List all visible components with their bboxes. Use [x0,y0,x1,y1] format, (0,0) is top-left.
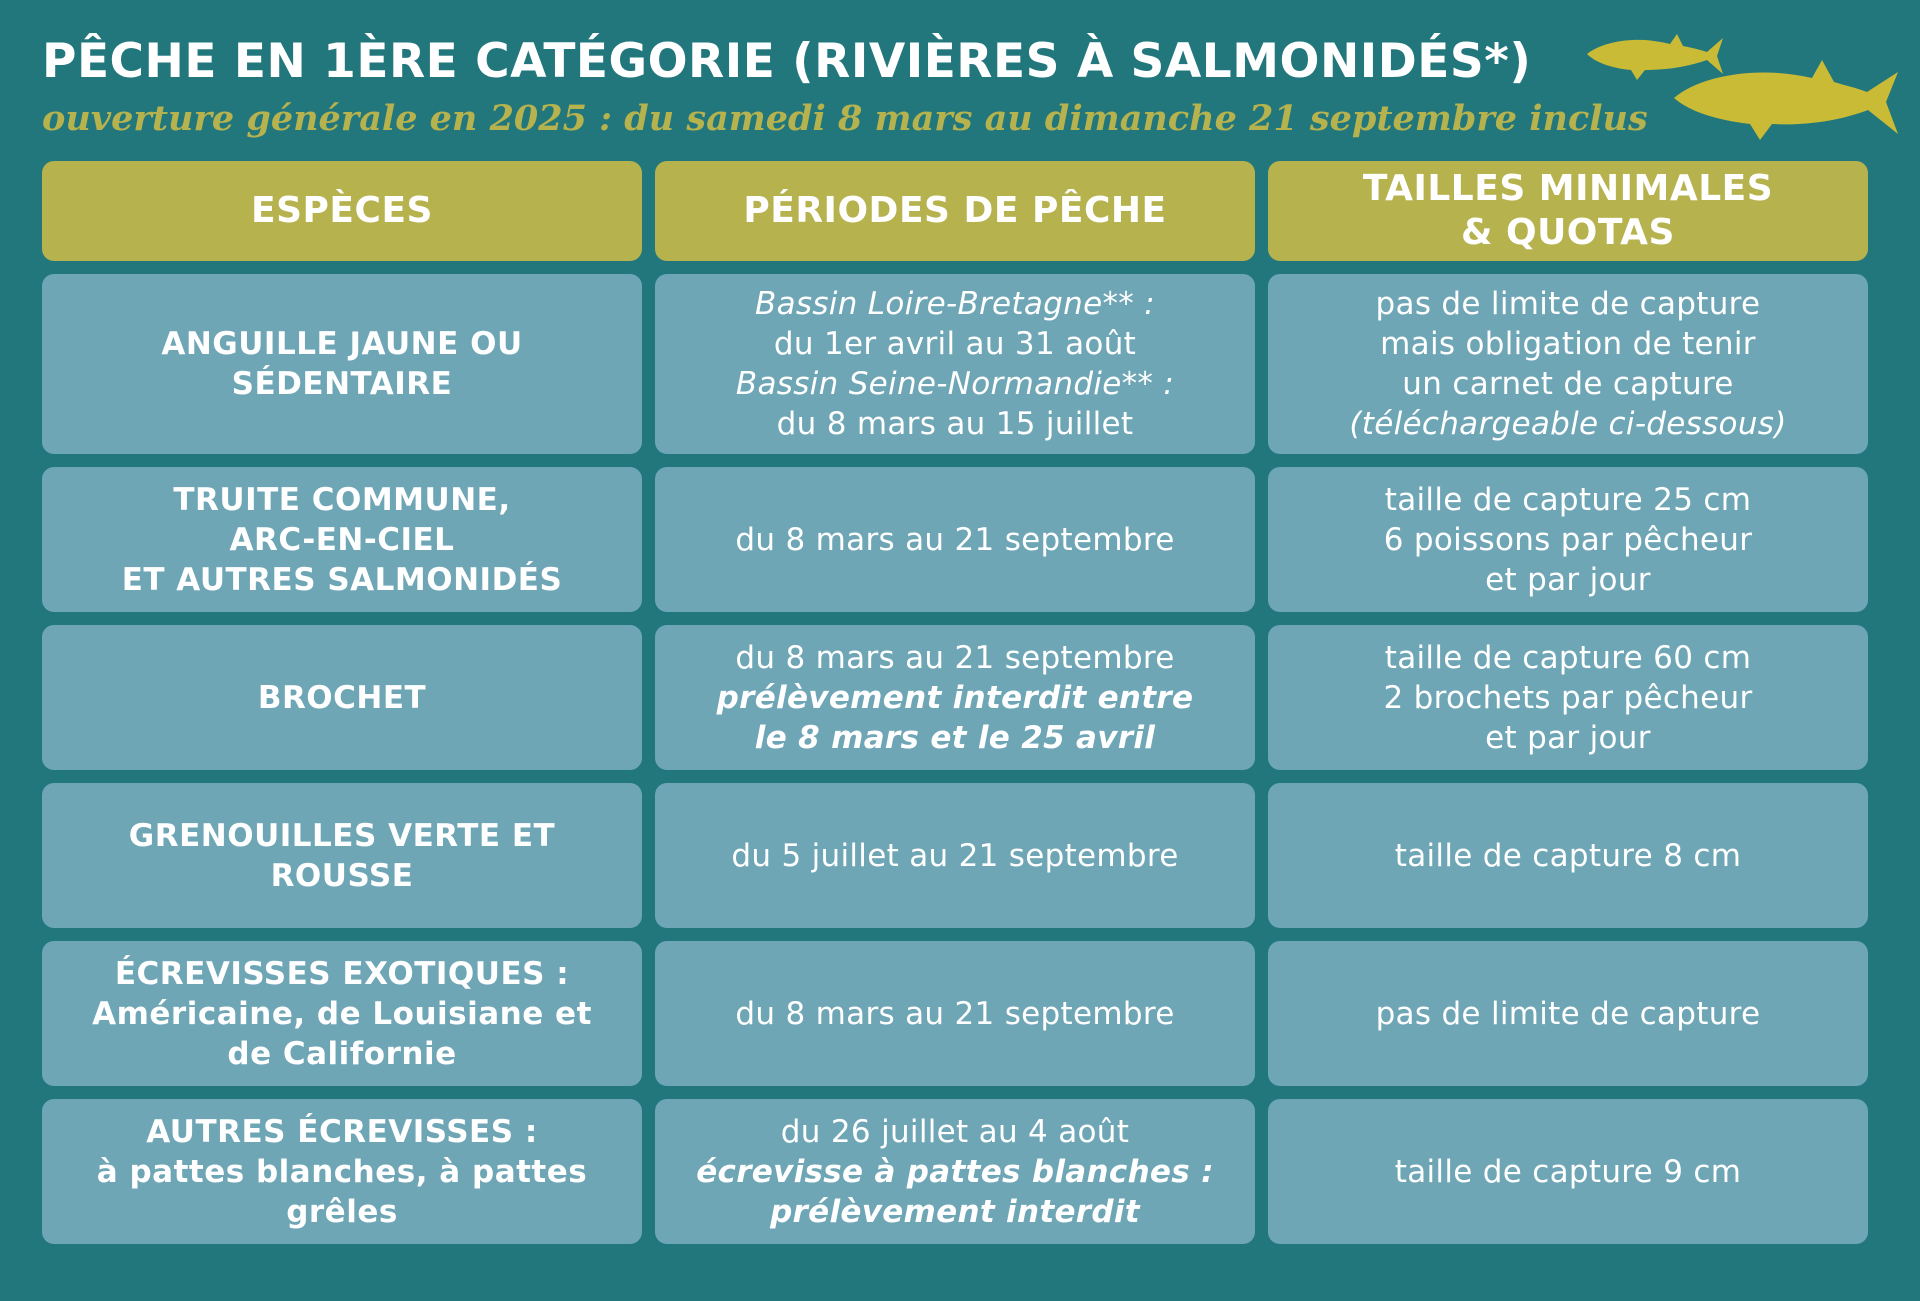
row-size: taille de capture 9 cm [1268,1099,1868,1244]
row-species: ANGUILLE JAUNE OU SÉDENTAIRE [42,274,642,454]
row-size: taille de capture 25 cm 6 poissons par pêcheur et par jour [1268,467,1868,612]
row-species: ÉCREVISSES EXOTIQUES : Américaine, de Louisiane et de Californie [42,941,642,1086]
row-size: taille de capture 60 cm 2 brochets par pêcheur et par jour [1268,625,1868,770]
page-title: PÊCHE EN 1ÈRE CATÉGORIE (RIVIÈRES À SALMONIDÉS*) [42,34,1532,89]
row-size: pas de limite de capture [1268,941,1868,1086]
fish-icon [1672,58,1902,142]
row-period: du 8 mars au 21 septembre [655,941,1255,1086]
header-sizes: TAILLES MINIMALES & QUOTAS [1268,161,1868,261]
row-species: AUTRES ÉCREVISSES : à pattes blanches, à pattes grêles [42,1099,642,1244]
row-period: du 8 mars au 21 septembre [655,467,1255,612]
row-period: du 5 juillet au 21 septembre [655,783,1255,928]
row-period: du 26 juillet au 4 août écrevisse à pattes blanches : prélèvement interdit [655,1099,1255,1244]
row-species: BROCHET [42,625,642,770]
header-periods: PÉRIODES DE PÊCHE [655,161,1255,261]
row-period: Bassin Loire-Bretagne** : du 1er avril au 31 août Bassin Seine-Normandie** : du 8 mars au 15 juillet [655,274,1255,454]
row-species: GRENOUILLES VERTE ET ROUSSE [42,783,642,928]
row-species: TRUITE COMMUNE, ARC-EN-CIEL ET AUTRES SALMONIDÉS [42,467,642,612]
page-subtitle: ouverture générale en 2025 : du samedi 8 mars au dimanche 21 septembre inclus [42,98,1648,139]
row-size: taille de capture 8 cm [1268,783,1868,928]
row-period: du 8 mars au 21 septembre prélèvement interdit entre le 8 mars et le 25 avril [655,625,1255,770]
row-size: pas de limite de capture mais obligation de tenir un carnet de capture (téléchargeable ci-dessous) [1268,274,1868,454]
header-species: ESPÈCES [42,161,642,261]
regulation-table [42,161,1868,1244]
